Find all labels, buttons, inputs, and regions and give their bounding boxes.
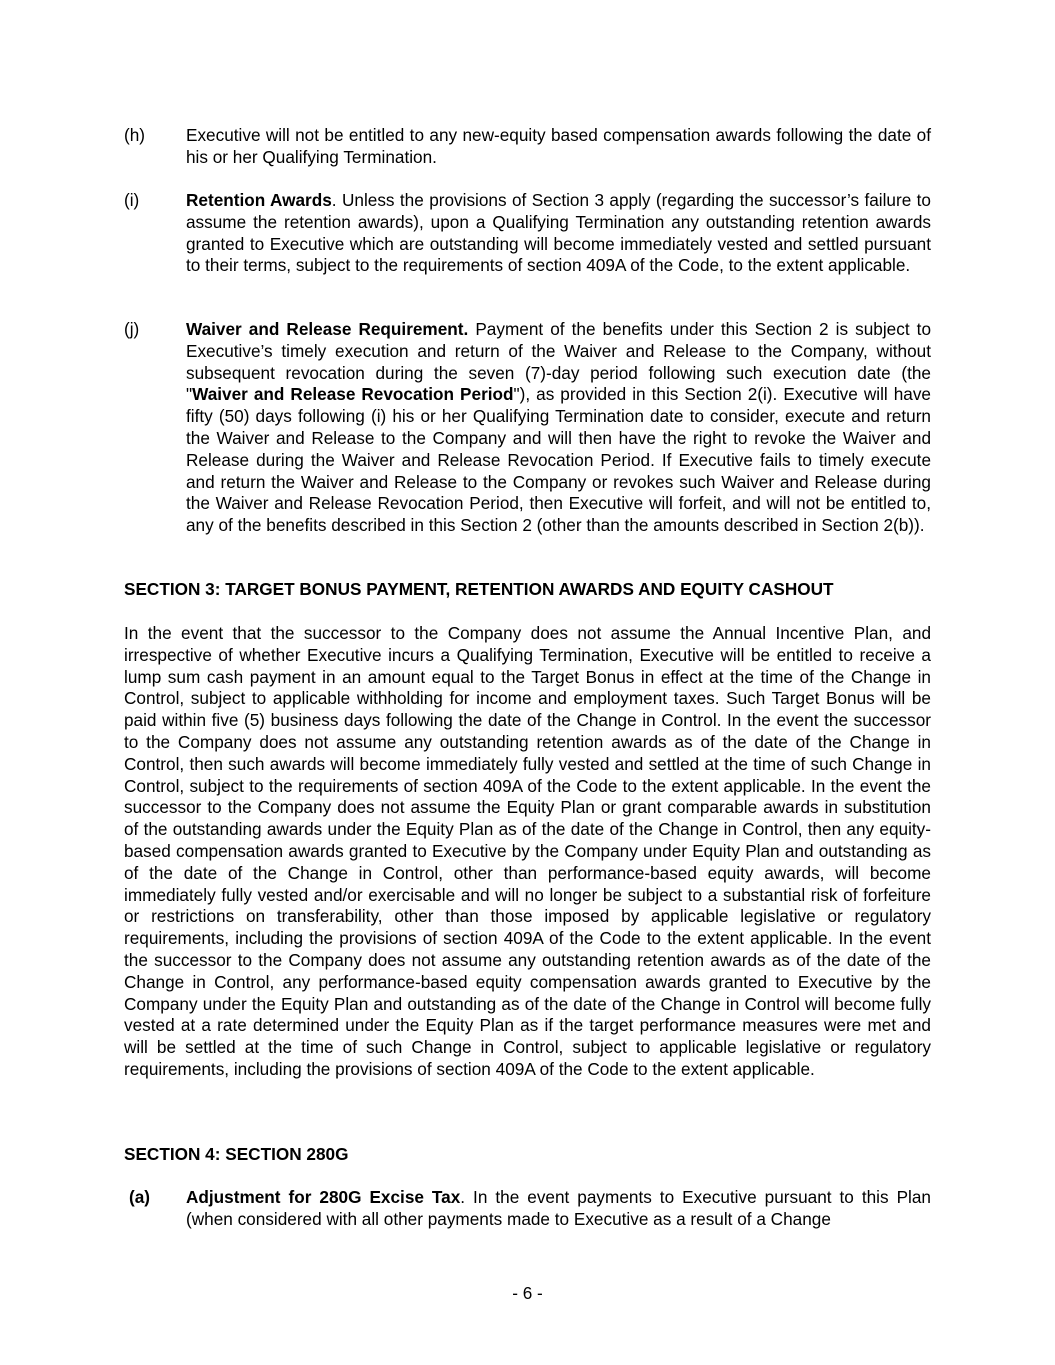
- item-label: (j): [124, 319, 140, 339]
- item-body: Payment of the benefits under this Section 2 is subject to Executive’s timely execution and return of the Waiver and Release to the Company, without subsequent revocation during the seven (7)-day period following such execution date (the ": [186, 319, 932, 405]
- item-i-retention-awards: [124, 190, 931, 277]
- item-body: . Unless the provisions of Section 3 apply (regarding the successor’s failure to assume the retention awards), upon a Qualifying Termination any outstanding retention awards granted to Executive which are outstanding will become immediately vested and settled pursuant to their terms, subject to the requirements of section 409A of the Code, to the extent applicable.: [186, 190, 931, 276]
- item-text: [186, 190, 931, 277]
- defined-term: Waiver and Release Revocation Period: [192, 384, 514, 405]
- item-label: (a): [129, 1187, 151, 1207]
- item-label: (i): [124, 190, 140, 210]
- section-4-heading: SECTION 4: SECTION 280G: [124, 1144, 349, 1164]
- page-number: - 6 -: [512, 1283, 543, 1303]
- item-text: [186, 319, 931, 537]
- item-title: Waiver and Release Requirement.: [186, 319, 469, 339]
- item-title: Retention Awards: [186, 190, 332, 210]
- item-text: Executive will not be entitled to any new-equity based compensation awards following the date of his or her Qualifying Termination.: [186, 125, 931, 167]
- item-j-waiver-release: [124, 319, 931, 537]
- item-body: "), as provided in this Section 2(i). Executive will have fifty (50) days following (i) his or her Qualifying Termination date to consider, execute and return the Waiver and Release to the Company and will then have the right to revoke the Waiver and Release during the Waiver and Release Revocation Period. If Executive fails to timely execute and return the Waiver and Release to the Company or revokes such Waiver and Release during the Waiver and Release Revocation Period, then Executive will forfeit, and will not be entitled to, any of the benefits described in this Section 2 (other than the amounts described in Section 2(b)).: [186, 384, 931, 536]
- item-h: [124, 125, 931, 169]
- item-a-280g: [124, 1187, 931, 1231]
- item-body: . In the event payments to Executive pursuant to this Plan (when considered with all other payments made to Executive as a result of a Change: [186, 1187, 931, 1229]
- item-text: [186, 1187, 931, 1231]
- section-3-paragraph: In the event that the successor to the Company does not assume the Annual Incentive Plan, and irrespective of whether Executive incurs a Qualifying Termination, Executive will be entitled to receive a lump sum cash payment in an amount equal to the Target Bonus in effect at the time of the Change in Control, subject to applicable withholding for income and employment taxes. Such Target Bonus will be paid within five (5) business days following the date of the Change in Control. In the event the successor to the Company does not assume any outstanding retention awards as of the date of the Change in Control, then such awards will become immediately fully vested and settled at the time of such Change in Control, subject to the requirements of section 409A of the Code to the extent applicable. In the event the successor to the Company does not assume the Equity Plan or grant comparable awards in substitution of the outstanding awards under the Equity Plan as of the date of the Change in Control, then any equity-based compensation awards granted to Executive by the Company under Equity Plan and outstanding as of the date of the Change in Control, other than performance-based equity awards, will become immediately fully vested and/or exercisable and will no longer be subject to a substantial risk of forfeiture or restrictions on transferability, other than those imposed by applicable legislative or regulatory requirements, including the provisions of section 409A of the Code to the extent applicable. In the event the successor to the Company does not assume any outstanding retention awards as of the date of the Change in Control, any performance-based equity compensation awards granted to Executive by the Company under the Equity Plan and outstanding as of the date of the Change in Control will become fully vested at a rate determined under the Equity Plan as if the target performance measures were met and will be settled at the time of such Change in Control, subject to applicable legislative or regulatory requirements, including the provisions of section 409A of the Code to the extent applicable.: [124, 623, 931, 1079]
- section-3-heading: SECTION 3: TARGET BONUS PAYMENT, RETENTION AWARDS AND EQUITY CASHOUT: [124, 579, 834, 599]
- item-label: (h): [124, 125, 146, 145]
- item-title: Adjustment for 280G Excise Tax: [186, 1187, 461, 1207]
